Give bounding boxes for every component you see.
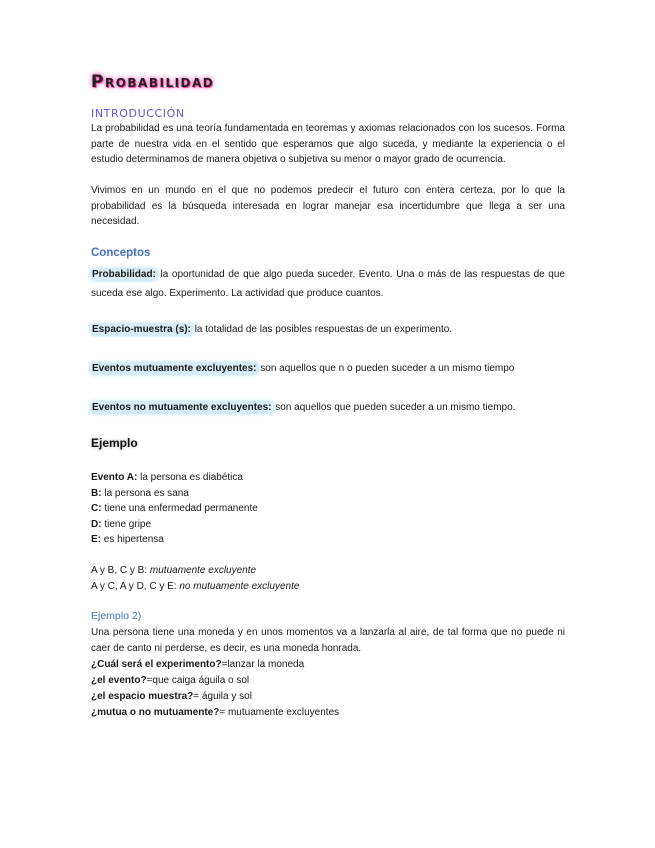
qa-question: ¿el evento?: [91, 675, 147, 686]
qa-line: [91, 689, 252, 704]
event-line: [91, 486, 189, 501]
relation-type: no mutuamente excluyente: [179, 581, 300, 592]
concept-item: [91, 320, 565, 339]
ejemplo-heading: Ejemplo: [91, 436, 138, 450]
intro-paragraph-1: La probabilidad es una teoría fundamentada en teoremas y axiomas relacionados con los sucesos. Forma parte de nuestra vida en el sentido que esperamos que algo suceda, y mediante la experiencia o el estudio determinamos de manera objetiva o subjetiva su menor o mayor grado de ocurrencia.: [91, 123, 565, 166]
qa-question: ¿Cuál será el experimento?: [91, 659, 222, 670]
concept-term: Probabilidad:: [92, 269, 156, 280]
intro-paragraph-2: Vivimos en un mundo en el que no podemos predecir el futuro con entera certeza, por lo que la probabilidad es la búsqueda interesada en lograr manejar esa incertidumbre que llega a ser una necesidad.: [91, 185, 565, 228]
event-label: B:: [91, 488, 102, 499]
event-label: D:: [91, 519, 102, 530]
concept-item: [91, 398, 565, 417]
qa-line: [91, 657, 304, 672]
event-line: [91, 470, 243, 485]
ejemplo2-intro: Una persona tiene una moneda y en unos momentos va a lanzarla al aire, de tal forma que no puede ni caer de canto ni perderse, es decir, es una moneda honrada.: [91, 627, 565, 654]
qa-answer: = mutuamente excluyentes: [219, 707, 340, 718]
intro-heading: INTRODUCCIÓN: [91, 107, 185, 120]
conceptos-heading: Conceptos: [91, 247, 151, 259]
concept-text: son aquellos que pueden suceder a un mismo tiempo.: [272, 402, 516, 413]
concept-text: la oportunidad de que algo pueda suceder. Evento. Una o más de las respuestas de que suceda ese algo. Experimento. La actividad que produce cuantos.: [91, 269, 565, 299]
qa-line: [91, 705, 339, 720]
qa-answer: = águila y sol: [193, 691, 252, 702]
page-title: Probabilidad: [91, 72, 215, 92]
event-line: [91, 532, 164, 547]
event-label: Evento A:: [91, 472, 138, 483]
relation-prefix: A y B, C y B:: [91, 565, 150, 576]
relation-line: [91, 579, 299, 594]
concept-term: Eventos mutuamente excluyentes:: [92, 363, 257, 374]
event-label: C:: [91, 503, 102, 514]
event-label: E:: [91, 534, 101, 545]
event-line: [91, 517, 151, 532]
concept-text: son aquellos que n o pueden suceder a un mismo tiempo: [257, 363, 515, 374]
concept-item: [91, 359, 565, 378]
qa-answer: =lanzar la moneda: [221, 659, 305, 670]
concept-term: Eventos no mutuamente excluyentes:: [92, 402, 272, 413]
ejemplo2-heading: Ejemplo 2): [91, 610, 142, 622]
qa-question: ¿mutua o no mutuamente?: [91, 707, 220, 718]
event-line: [91, 501, 258, 516]
relation-type: mutuamente excluyente: [149, 565, 257, 576]
event-text: tiene gripe: [101, 519, 152, 530]
relation-line: [91, 563, 256, 578]
qa-answer: =que caiga águila o sol: [146, 675, 250, 686]
concept-text: la totalidad de las posibles respuestas de un experimento.: [191, 324, 453, 335]
qa-line: [91, 673, 249, 688]
event-text: es hipertensa: [101, 534, 164, 545]
concept-item: [91, 265, 565, 303]
relation-prefix: A y C, A y D, C y E:: [91, 581, 180, 592]
qa-question: ¿el espacio muestra?: [91, 691, 194, 702]
event-text: tiene una enfermedad permanente: [101, 503, 258, 514]
concept-term: Espacio-muestra (s):: [92, 324, 191, 335]
event-text: la persona es diabética: [137, 472, 243, 483]
event-text: la persona es sana: [101, 488, 189, 499]
